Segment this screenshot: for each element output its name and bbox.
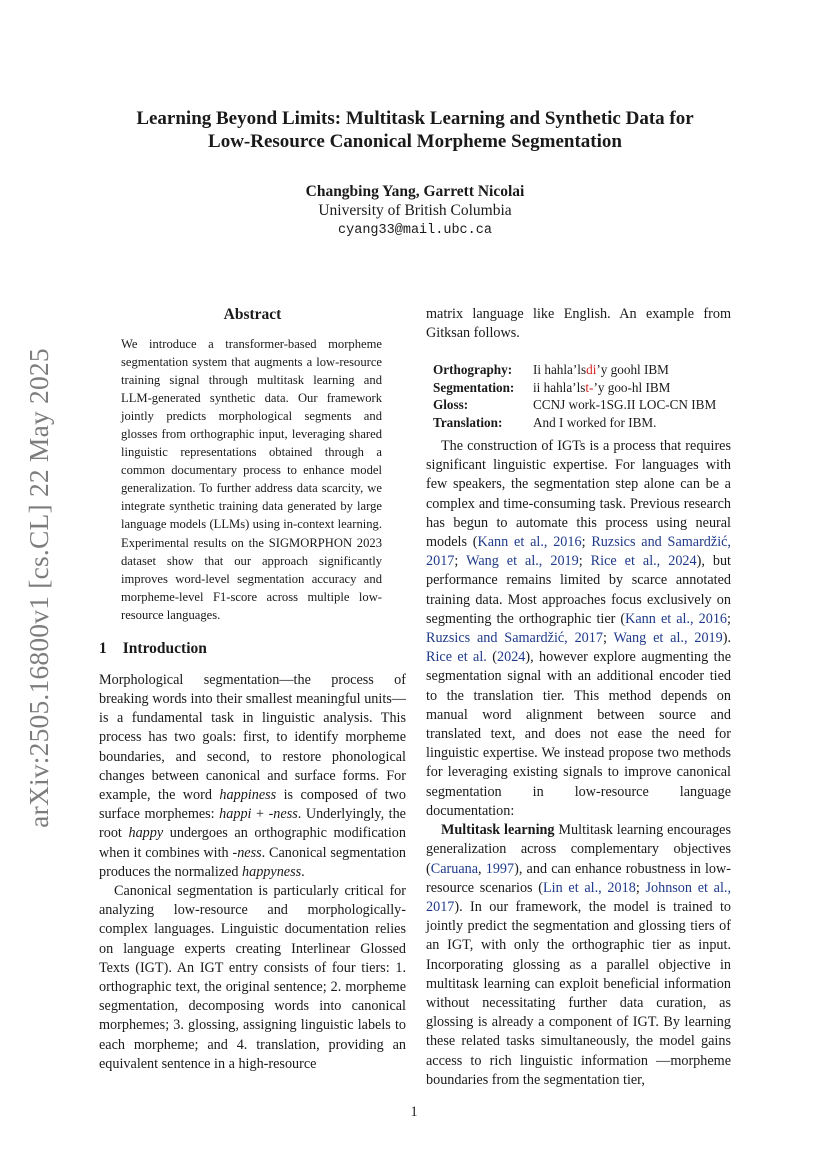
page-number: 1 bbox=[410, 1104, 418, 1120]
igt-value: CCNJ work-1SG.II LOC-CN IBM bbox=[533, 397, 717, 413]
intro-paragraph-1: Morphological segmentation—the process of breaking words into their smallest meaningful units—is a fundamental task in linguistic analysis. This process has two goals: first, to identify morpheme boundaries, and second, to restore phonological changes between canonical and surface forms. For example, the word happiness is composed of two surface morphemes: happi + -ness. Underlyingly, the root happy undergoes an orthographic modification when it combines with -ness. Canonical segmentation produces the normalized happyness. bbox=[99, 671, 407, 880]
left-column bbox=[99, 305, 406, 1074]
right-column-body bbox=[426, 305, 731, 343]
title-line-2: Low-Resource Canonical Morpheme Segmentation bbox=[208, 131, 622, 152]
citation-link[interactable]: Ruzsics and Samardžić, 2017 bbox=[426, 534, 731, 570]
paragraph-lead: Multitask learning bbox=[441, 822, 555, 839]
author-names: Changbing Yang, Garrett Nicolai bbox=[305, 183, 525, 200]
abstract-heading: Abstract bbox=[223, 306, 282, 323]
igt-label: Gloss: bbox=[433, 397, 469, 413]
citation-link[interactable]: 2024 bbox=[497, 649, 526, 666]
right-column-body-2 bbox=[426, 437, 731, 1090]
igt-row-orthography bbox=[433, 361, 731, 378]
igt-value: Ii hahla’lsdi’y goohl IBM bbox=[533, 362, 669, 378]
igt-value: And I worked for IBM. bbox=[533, 414, 657, 430]
citation-link[interactable]: Wang et al., 2019 bbox=[466, 553, 579, 570]
igt-label: Translation: bbox=[433, 414, 503, 430]
citation-link[interactable]: Lin et al., 2018 bbox=[543, 879, 636, 896]
igt-construction-paragraph: The construction of IGTs is a process that requires significant linguistic expertise. For languages with few speakers, the segmentation step alone can be a complex and time-consuming task. Previous research has begun to automate this process using neural models (Kann et al., 2016; Ruzsics and Samardžić, 2017; Wang et al., 2019; Rice et al., 2024), but performance remains limited by scarce annotated training data. Most approaches focus exclusively on segmenting the orthographic tier (Kann et al., 2016; Ruzsics and Samardžić, 2017; Wang et al., 2019). Rice et al. (2024), however explore augmenting the segmentation signal with an additional encoder tied to the translation tier. This method depends on manual word alignment between source and translated text, and does not ease the need for linguistic expertise. We instead propose two methods for leveraging existing signals to improve canonical segmentation in low-resource language documentation: bbox=[426, 438, 732, 819]
section-title: Introduction bbox=[122, 639, 207, 657]
title-line-1: Learning Beyond Limits: Multitask Learning and Synthetic Data for bbox=[136, 108, 694, 129]
citation-link[interactable]: Kann et al., 2016 bbox=[477, 534, 582, 551]
igt-label: Segmentation: bbox=[433, 379, 515, 395]
abstract-text: We introduce a transformer-based morpheme segmentation system that augments a low-resource training signal through multitask learning and LLM-generated synthetic data. Our framework jointly predicts morphological segments and glosses from orthographic input, leveraging shared linguistic representations obtained through a common documentary process to enhance model generalization. To further address data scarcity, we integrate synthetic training data generated by large language models (LLMs) using in-context learning. Experimental results on the SIGMORPHON 2023 dataset show that our approach significantly improves word-level segmentation accuracy and morpheme-level F1-score across multiple low-resource languages. bbox=[121, 337, 382, 622]
igt-row-translation bbox=[433, 414, 731, 431]
arxiv-identifier-stamp bbox=[14, 340, 64, 836]
continued-paragraph: matrix language like English. An example from Gitksan follows. bbox=[426, 306, 731, 342]
citation-link[interactable]: Johnson et al., 2017 bbox=[426, 879, 732, 915]
citation-link[interactable]: 1997 bbox=[485, 860, 515, 877]
igt-label: Orthography: bbox=[433, 362, 513, 378]
igt-row-segmentation bbox=[433, 379, 731, 396]
introduction-body bbox=[99, 671, 406, 1074]
paper-header bbox=[100, 107, 730, 241]
igt-row-gloss bbox=[433, 396, 731, 413]
author-email[interactable]: cyang33@mail.ubc.ca bbox=[338, 223, 492, 238]
igt-value: ii hahla’lst-’y goo-hl IBM bbox=[533, 379, 671, 395]
citation-link[interactable]: Rice et al., 2024 bbox=[590, 553, 697, 570]
right-column bbox=[426, 305, 731, 1090]
citation-link[interactable]: Wang et al., 2019 bbox=[613, 630, 723, 647]
author-affiliation: University of British Columbia bbox=[318, 202, 512, 219]
arxiv-id-text: arXiv:2505.16800v1 [cs.CL] 22 May 2025 bbox=[23, 348, 55, 828]
multitask-learning-paragraph: Multitask learning Multitask learning encourages generalization across complementary objectives (Caruana, 1997), and can enhance robustness in low-resource scenarios (Lin et al., 2018; Johnson et al., 2017). In our framework, the model is trained to jointly predict the segmentation and glossing tiers of an IGT, with only the orthographic tier as input. Incorporating glossing as a parallel objective in multitask learning can exploit beneficial information without necessitating further data curation, as glossing is already a component of IGT. By learning these related tasks simultaneously, the model gains access to rich linguistic information —morpheme boundaries from the segmentation tier, bbox=[426, 822, 732, 1088]
section-heading-introduction bbox=[99, 638, 406, 660]
paper-title bbox=[100, 107, 730, 153]
citation-link[interactable]: Kann et al., 2016 bbox=[625, 610, 728, 627]
citation-link[interactable]: Ruzsics and Samardžić, 2017 bbox=[426, 630, 603, 647]
citation-link[interactable]: Caruana bbox=[430, 860, 479, 877]
section-number: 1 bbox=[99, 639, 107, 657]
igt-example bbox=[433, 361, 731, 431]
citation-link[interactable]: Rice et al. bbox=[426, 649, 487, 666]
intro-paragraph-2: Canonical segmentation is particularly critical for analyzing low-resource and morphologically-complex languages. Linguistic documentation relies on language experts creating Interlinear Glossed Texts (IGT). An IGT entry consists of four tiers: 1. orthographic text, the original sentence; 2. morpheme segmentation, decomposing words into canonical morphemes; 3. glossing, assigning linguistic labels to each morpheme; and 4. translation, providing an equivalent sentence in a high-resource bbox=[99, 882, 406, 1072]
